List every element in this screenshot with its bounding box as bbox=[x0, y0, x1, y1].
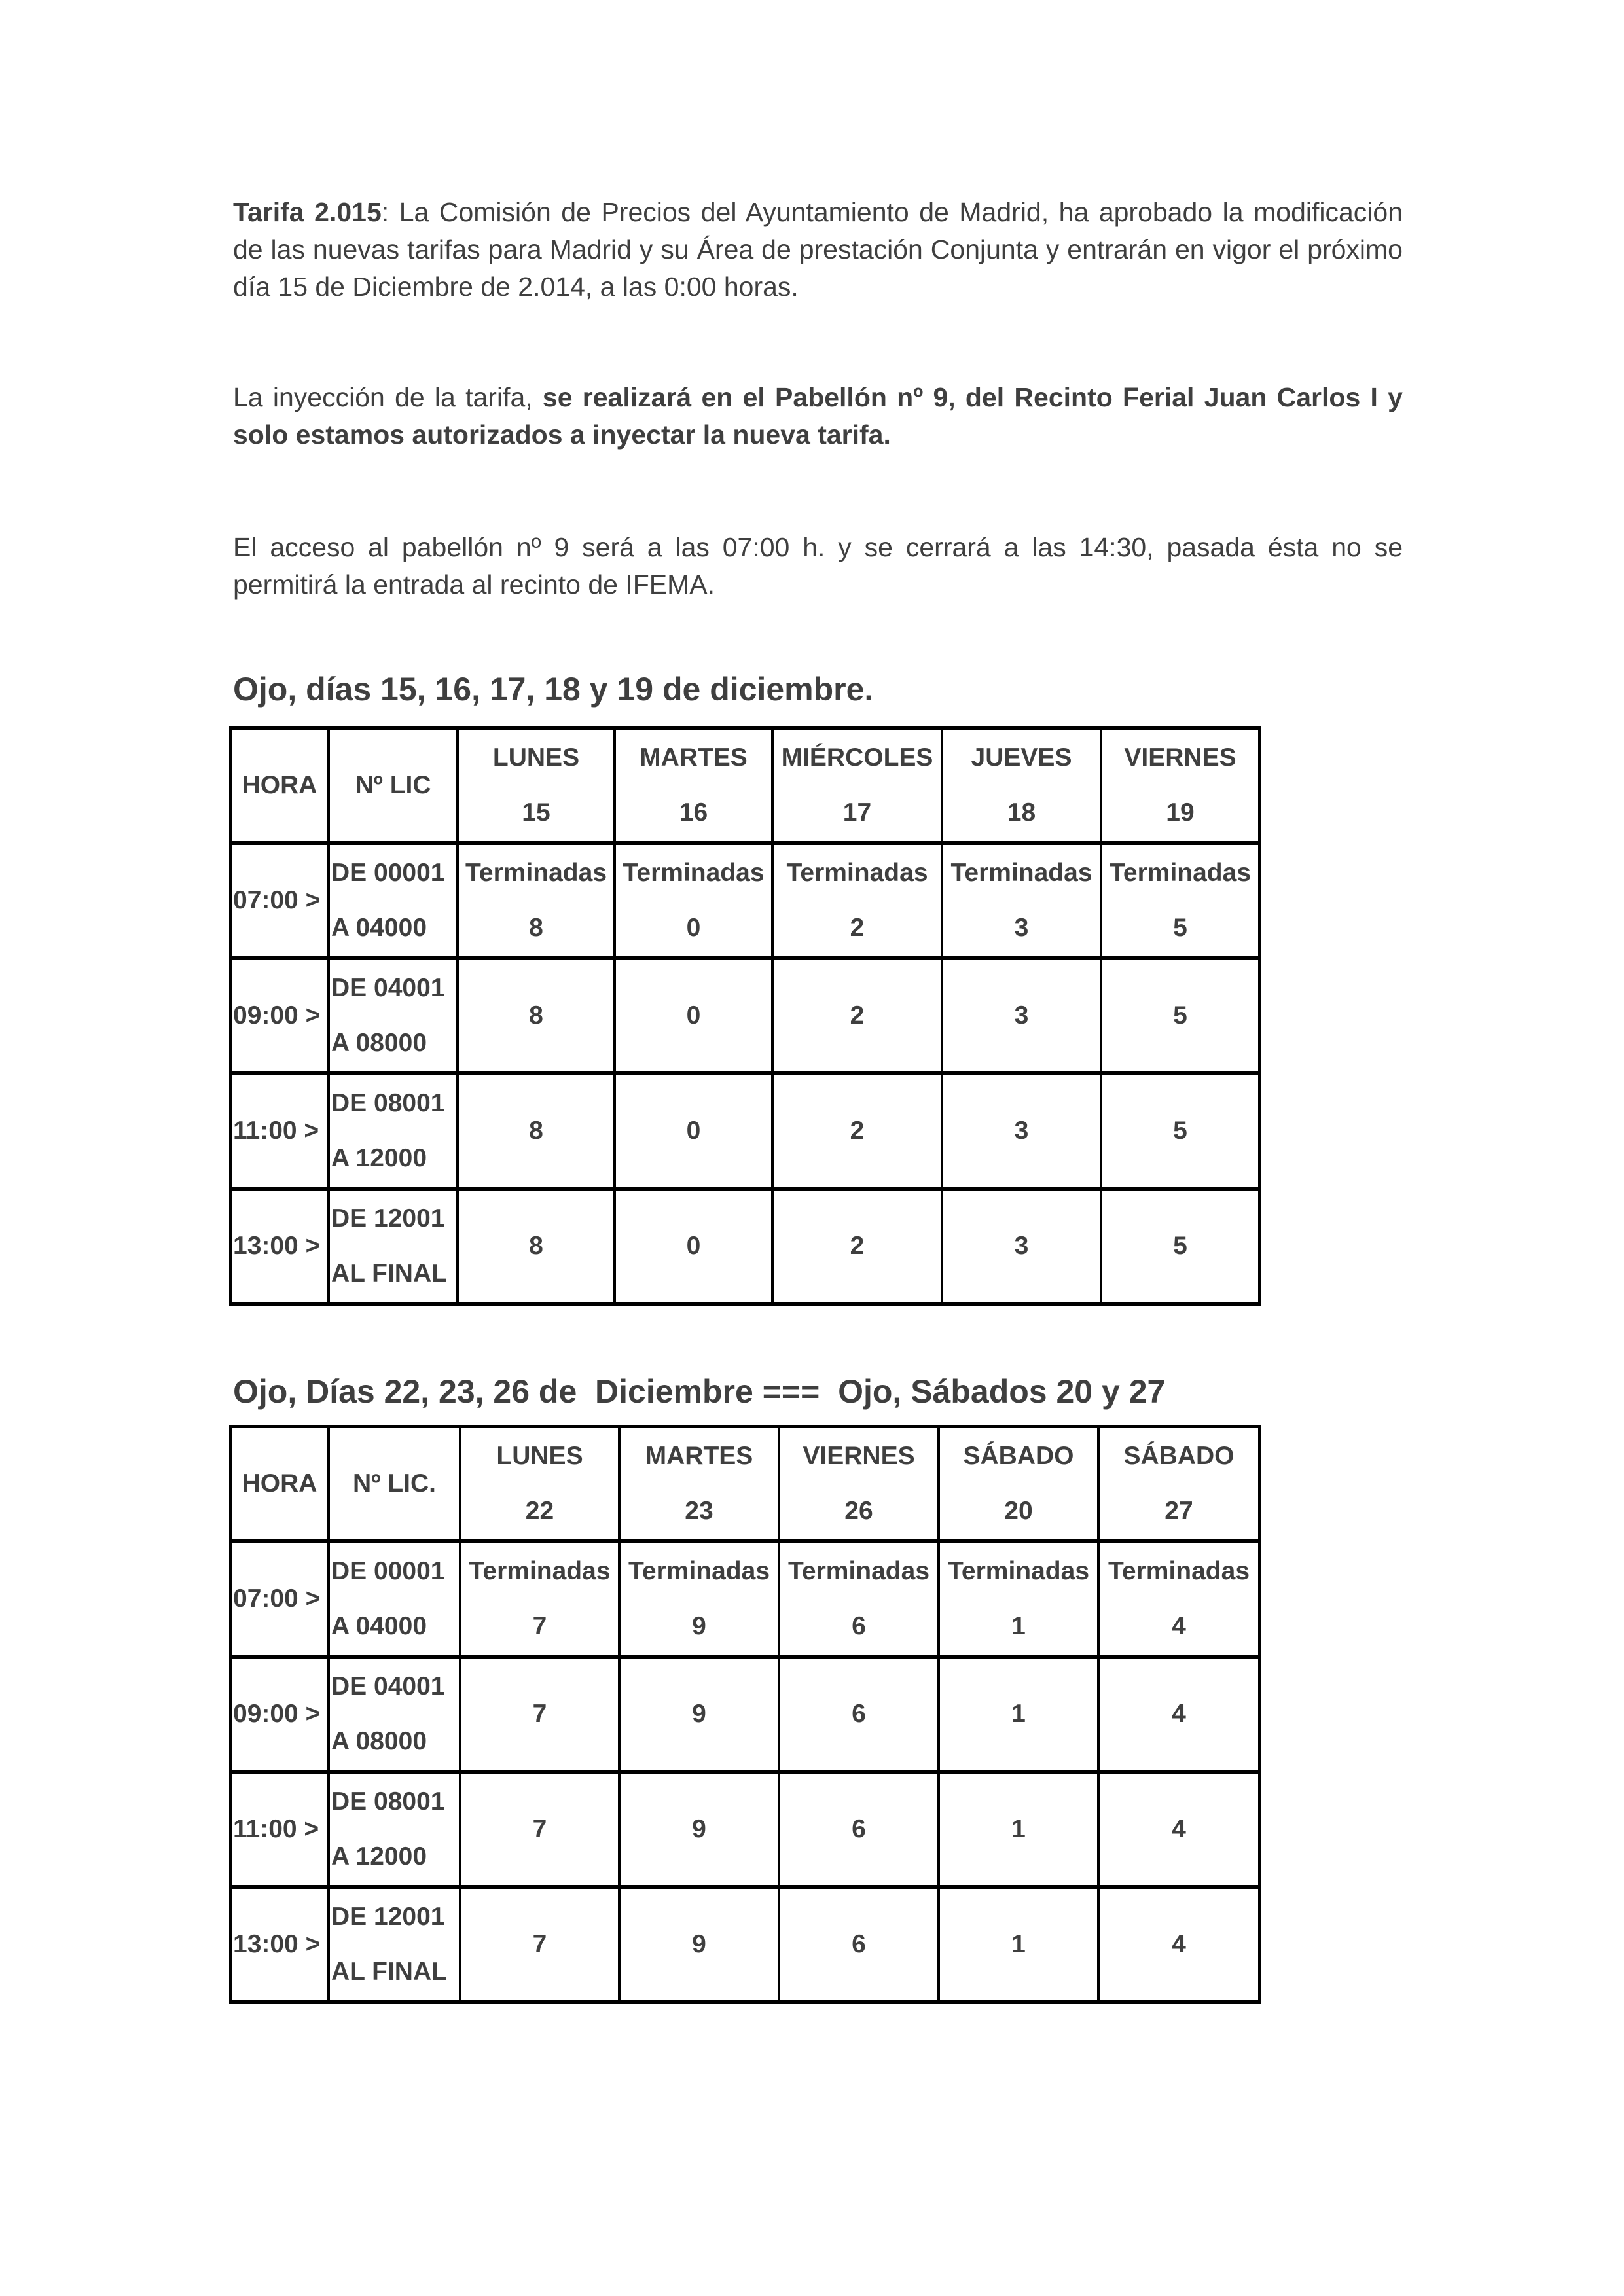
hora-header: HORA bbox=[230, 1427, 329, 1542]
terminadas-digit: 1 bbox=[1011, 1700, 1026, 1728]
day-date: 27 bbox=[1164, 1497, 1193, 1525]
table-row bbox=[230, 1541, 1259, 1657]
license-from: DE 00001 bbox=[331, 859, 445, 887]
terminadas-cell bbox=[1098, 1657, 1259, 1772]
day-name: SÁBADO bbox=[1123, 1442, 1235, 1470]
hora-header: HORA bbox=[230, 728, 329, 844]
day-date: 22 bbox=[525, 1497, 554, 1525]
day-header bbox=[772, 728, 942, 844]
hora-cell: 13:00 > bbox=[230, 1189, 329, 1304]
hora-cell: 11:00 > bbox=[230, 1772, 329, 1887]
schedule-table-2 bbox=[229, 1425, 1261, 2004]
terminadas-cell bbox=[942, 1189, 1101, 1304]
day-name: LUNES bbox=[492, 744, 580, 772]
license-from: DE 08001 bbox=[331, 1089, 445, 1117]
terminadas-digit: 2 bbox=[850, 1117, 865, 1145]
hora-cell: 07:00 > bbox=[230, 1541, 329, 1657]
license-to: A 04000 bbox=[331, 1612, 427, 1640]
day-date: 17 bbox=[842, 798, 872, 827]
day-header bbox=[779, 1427, 939, 1542]
license-range-cell bbox=[329, 958, 458, 1073]
table-row bbox=[230, 843, 1259, 958]
day-header bbox=[942, 728, 1101, 844]
hora-cell: 13:00 > bbox=[230, 1887, 329, 2002]
terminadas-cell bbox=[942, 843, 1101, 958]
terminadas-cell bbox=[458, 958, 615, 1073]
tarifa-label: Tarifa 2.015 bbox=[233, 197, 382, 227]
day-header bbox=[619, 1427, 779, 1542]
license-range-cell bbox=[329, 1541, 460, 1657]
table-row bbox=[230, 958, 1259, 1073]
terminadas-digit: 6 bbox=[852, 1815, 866, 1843]
license-header: Nº LIC. bbox=[329, 1427, 460, 1542]
terminadas-cell bbox=[1101, 843, 1259, 958]
terminadas-digit: 2 bbox=[850, 1232, 865, 1260]
terminadas-cell bbox=[1101, 958, 1259, 1073]
terminadas-digit: 3 bbox=[1014, 1232, 1029, 1260]
terminadas-cell bbox=[460, 1887, 619, 2002]
terminadas-cell bbox=[1098, 1887, 1259, 2002]
intro-paragraph-tarifa bbox=[233, 194, 1403, 306]
day-name: MARTES bbox=[645, 1442, 753, 1470]
terminadas-digit: 0 bbox=[686, 914, 701, 942]
terminadas-label: Terminadas bbox=[628, 1557, 770, 1585]
terminadas-cell bbox=[615, 843, 772, 958]
day-name: VIERNES bbox=[1124, 744, 1236, 772]
day-date: 15 bbox=[522, 798, 550, 827]
hora-cell: 09:00 > bbox=[230, 1657, 329, 1772]
terminadas-cell bbox=[772, 958, 942, 1073]
intro-paragraph-inyeccion bbox=[233, 379, 1403, 454]
day-header bbox=[458, 728, 615, 844]
day-name: JUEVES bbox=[971, 744, 1072, 772]
terminadas-cell bbox=[939, 1772, 1098, 1887]
terminadas-digit: 4 bbox=[1172, 1700, 1186, 1728]
table-row bbox=[230, 1772, 1259, 1887]
day-name: SÁBADO bbox=[963, 1442, 1074, 1470]
terminadas-label: Terminadas bbox=[465, 859, 607, 887]
inyeccion-text: La inyección de la tarifa, bbox=[233, 382, 543, 412]
day-date: 18 bbox=[1007, 798, 1036, 827]
terminadas-digit: 0 bbox=[686, 1232, 701, 1260]
terminadas-cell bbox=[939, 1541, 1098, 1657]
license-range-cell bbox=[329, 1887, 460, 2002]
terminadas-cell bbox=[458, 843, 615, 958]
license-to: A 04000 bbox=[331, 914, 427, 942]
terminadas-digit: 5 bbox=[1173, 1117, 1187, 1145]
terminadas-cell bbox=[619, 1772, 779, 1887]
terminadas-label: Terminadas bbox=[1108, 1557, 1250, 1585]
day-header bbox=[460, 1427, 619, 1542]
license-to: A 12000 bbox=[331, 1144, 427, 1172]
terminadas-label: Terminadas bbox=[947, 1557, 1090, 1585]
terminadas-label: Terminadas bbox=[786, 859, 928, 887]
terminadas-digit: 0 bbox=[686, 1001, 701, 1030]
terminadas-cell bbox=[939, 1887, 1098, 2002]
day-date: 26 bbox=[844, 1497, 873, 1525]
terminadas-digit: 3 bbox=[1014, 914, 1029, 942]
terminadas-digit: 8 bbox=[529, 914, 543, 942]
license-range-cell bbox=[329, 843, 458, 958]
license-from: DE 00001 bbox=[331, 1557, 445, 1585]
terminadas-label: Terminadas bbox=[1109, 859, 1252, 887]
terminadas-cell bbox=[615, 958, 772, 1073]
license-header: Nº LIC bbox=[329, 728, 458, 844]
day-date: 19 bbox=[1166, 798, 1195, 827]
terminadas-cell bbox=[779, 1887, 939, 2002]
terminadas-label: Terminadas bbox=[623, 859, 765, 887]
terminadas-cell bbox=[779, 1657, 939, 1772]
day-date: 16 bbox=[679, 798, 708, 827]
license-range-cell bbox=[329, 1073, 458, 1189]
terminadas-cell bbox=[942, 958, 1101, 1073]
terminadas-cell bbox=[772, 1073, 942, 1189]
terminadas-digit: 1 bbox=[1011, 1612, 1026, 1640]
terminadas-cell bbox=[615, 1189, 772, 1304]
day-header bbox=[615, 728, 772, 844]
terminadas-digit: 1 bbox=[1011, 1930, 1026, 1958]
license-to: AL FINAL bbox=[331, 1259, 447, 1287]
day-header bbox=[939, 1427, 1098, 1542]
terminadas-digit: 6 bbox=[852, 1930, 866, 1958]
tarifa-text: : La Comisión de Precios del Ayuntamiento de Madrid, ha aprobado la modificación de las nuevas tarifas para Madrid y su Área de prestación Conjunta y entrarán en vigor el próximo día 15 de Diciembre de 2.014, a las 0:00 horas. bbox=[233, 197, 1403, 302]
table-row bbox=[230, 1657, 1259, 1772]
terminadas-cell bbox=[942, 1073, 1101, 1189]
terminadas-cell bbox=[772, 843, 942, 958]
day-name: VIERNES bbox=[803, 1442, 915, 1470]
hora-cell: 09:00 > bbox=[230, 958, 329, 1073]
day-header bbox=[1098, 1427, 1259, 1542]
terminadas-cell bbox=[460, 1772, 619, 1887]
terminadas-digit: 3 bbox=[1014, 1001, 1029, 1030]
license-to: A 08000 bbox=[331, 1029, 427, 1057]
terminadas-cell bbox=[1101, 1189, 1259, 1304]
terminadas-digit: 9 bbox=[692, 1700, 706, 1728]
table-row bbox=[230, 1073, 1259, 1189]
license-to: A 08000 bbox=[331, 1727, 427, 1755]
table2-title: Ojo, Días 22, 23, 26 de Diciembre === Ojo, Sábados 20 y 27 bbox=[233, 1373, 1166, 1410]
terminadas-digit: 7 bbox=[532, 1930, 547, 1958]
license-from: DE 08001 bbox=[331, 1787, 445, 1816]
hora-cell: 07:00 > bbox=[230, 843, 329, 958]
day-name: MARTES bbox=[640, 744, 748, 772]
table1-title: Ojo, días 15, 16, 17, 18 y 19 de diciembre. bbox=[233, 671, 874, 708]
day-name: MIÉRCOLES bbox=[781, 744, 933, 772]
terminadas-digit: 5 bbox=[1173, 1001, 1187, 1030]
license-from: DE 12001 bbox=[331, 1204, 445, 1232]
terminadas-digit: 1 bbox=[1011, 1815, 1026, 1843]
terminadas-digit: 4 bbox=[1172, 1930, 1186, 1958]
terminadas-label: Terminadas bbox=[787, 1557, 930, 1585]
terminadas-digit: 6 bbox=[852, 1700, 866, 1728]
terminadas-cell bbox=[1101, 1073, 1259, 1189]
terminadas-digit: 7 bbox=[532, 1612, 547, 1640]
day-header bbox=[1101, 728, 1259, 844]
terminadas-digit: 5 bbox=[1173, 1232, 1187, 1260]
terminadas-digit: 6 bbox=[852, 1612, 866, 1640]
terminadas-cell bbox=[1098, 1772, 1259, 1887]
day-name: LUNES bbox=[496, 1442, 583, 1470]
license-to: AL FINAL bbox=[331, 1958, 447, 1986]
terminadas-digit: 2 bbox=[850, 1001, 865, 1030]
terminadas-cell bbox=[772, 1189, 942, 1304]
license-range-cell bbox=[329, 1772, 460, 1887]
terminadas-digit: 0 bbox=[686, 1117, 701, 1145]
header-row bbox=[230, 1427, 1259, 1542]
terminadas-cell bbox=[779, 1772, 939, 1887]
terminadas-cell bbox=[619, 1541, 779, 1657]
day-date: 23 bbox=[685, 1497, 713, 1525]
terminadas-cell bbox=[619, 1887, 779, 2002]
terminadas-digit: 7 bbox=[532, 1815, 547, 1843]
terminadas-cell bbox=[619, 1657, 779, 1772]
terminadas-cell bbox=[1098, 1541, 1259, 1657]
terminadas-cell bbox=[460, 1657, 619, 1772]
hora-cell: 11:00 > bbox=[230, 1073, 329, 1189]
table-row bbox=[230, 1189, 1259, 1304]
inyeccion-bold-text: se realizará en el Pabellón nº 9, del Recinto Ferial Juan Carlos I y solo estamos autorizados a inyectar la nueva tarifa. bbox=[233, 382, 1403, 450]
terminadas-digit: 5 bbox=[1173, 914, 1187, 942]
license-from: DE 04001 bbox=[331, 1672, 445, 1700]
terminadas-digit: 8 bbox=[529, 1117, 543, 1145]
terminadas-label: Terminadas bbox=[950, 859, 1092, 887]
terminadas-label: Terminadas bbox=[469, 1557, 611, 1585]
schedule-table-1 bbox=[229, 726, 1261, 1306]
terminadas-cell bbox=[779, 1541, 939, 1657]
intro-paragraph-acceso bbox=[233, 529, 1403, 603]
header-row bbox=[230, 728, 1259, 844]
terminadas-digit: 8 bbox=[529, 1232, 543, 1260]
license-range-cell bbox=[329, 1189, 458, 1304]
terminadas-digit: 8 bbox=[529, 1001, 543, 1030]
terminadas-digit: 9 bbox=[692, 1815, 706, 1843]
day-date: 20 bbox=[1004, 1497, 1033, 1525]
terminadas-digit: 4 bbox=[1172, 1612, 1186, 1640]
terminadas-cell bbox=[460, 1541, 619, 1657]
terminadas-digit: 7 bbox=[532, 1700, 547, 1728]
terminadas-digit: 9 bbox=[692, 1930, 706, 1958]
terminadas-cell bbox=[615, 1073, 772, 1189]
license-from: DE 04001 bbox=[331, 974, 445, 1002]
terminadas-cell bbox=[939, 1657, 1098, 1772]
terminadas-digit: 3 bbox=[1014, 1117, 1029, 1145]
license-from: DE 12001 bbox=[331, 1903, 445, 1931]
license-to: A 12000 bbox=[331, 1842, 427, 1871]
terminadas-digit: 2 bbox=[850, 914, 865, 942]
license-range-cell bbox=[329, 1657, 460, 1772]
terminadas-cell bbox=[458, 1073, 615, 1189]
acceso-text: El acceso al pabellón nº 9 será a las 07:00 h. y se cerrará a las 14:30, pasada ésta no se permitirá la entrada al recinto de IFEMA. bbox=[233, 532, 1403, 600]
table-row bbox=[230, 1887, 1259, 2002]
terminadas-cell bbox=[458, 1189, 615, 1304]
terminadas-digit: 4 bbox=[1172, 1815, 1186, 1843]
terminadas-digit: 9 bbox=[692, 1612, 706, 1640]
